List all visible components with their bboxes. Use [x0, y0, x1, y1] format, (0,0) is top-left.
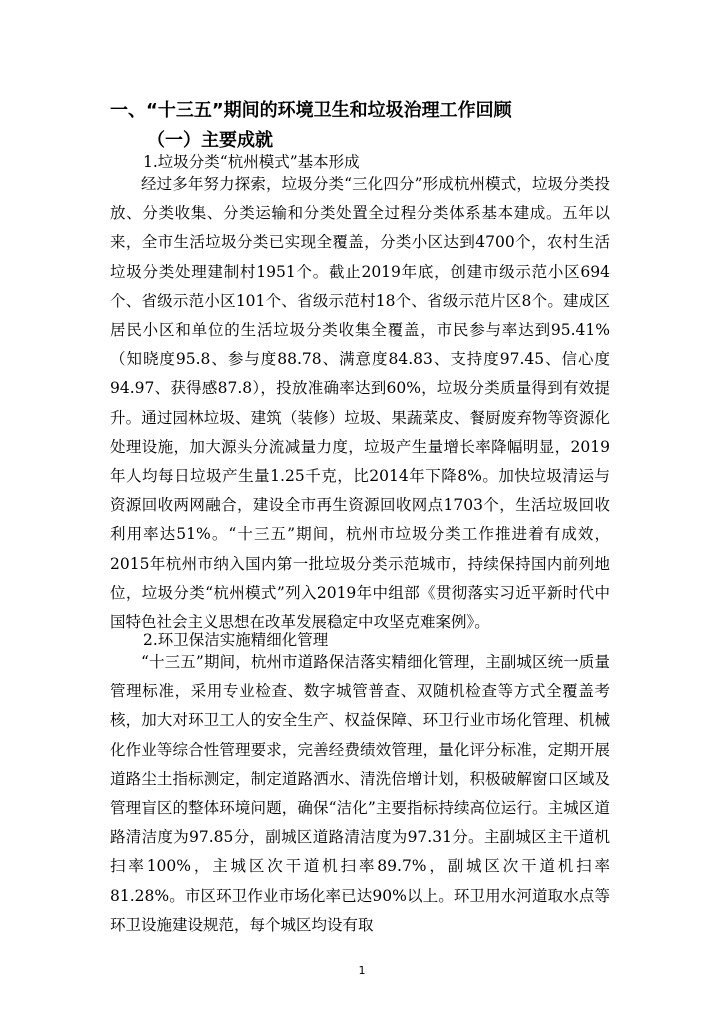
item2-title: 2.环卫保洁实施精细化管理: [143, 631, 329, 649]
page-number: 1: [358, 964, 366, 977]
item1-paragraph: 经过多年努力探索，垃圾分类“三化四分”形成杭州模式，垃圾分类投放、分类收集、分类运输和分类处置全过程分类体系基本建成。五年以来，全市生活垃圾分类已实现全覆盖，分类小区达到4700个，农村生活垃圾分类处理建制村1951个。截止2019年底，创建市级示范小区694个、省级示范小区101个、省级示范村18个、省级示范片区8个。建成区居民小区和单位的生活垃圾分类收集全覆盖，市民参与率达到95.41%（知晓度95.8、参与度88.78、满意度84.83、支持度97.45、信心度94.97、获得感87.8），投放准确率达到60%，垃圾分类质量得到有效提升。通过园林垃圾、建筑（装修）垃圾、果蔬菜皮、餐厨废弃物等资源化处理设施，加大源头分流减量力度，垃圾产生量增长率降幅明显，2019年人均每日垃圾产生量1.25千克，比2014年下降8%。加快垃圾清运与资源回收两网融合，建设全市再生资源回收网点1703个，生活垃圾回收利用率达51%。“十三五”期间，杭州市垃圾分类工作推进着有成效，2015年杭州市纳入国内第一批垃圾分类示范城市，持续保持国内前列地位，垃圾分类“杭州模式”列入2019年中组部《贯彻落实习近平新时代中国特色社会主义思想在改革发展稳定中攻坚克难案例》。: [110, 175, 610, 632]
section-title: 一、“十三五”期间的环境卫生和垃圾治理工作回顾: [110, 100, 512, 121]
item1-title: 1.垃圾分类“杭州模式”基本形成: [143, 153, 360, 171]
item2-paragraph: “十三五”期间，杭州市道路保洁落实精细化管理，主副城区统一质量管理标准，采用专业检查、数字城管普查、双随机检查等方式全覆盖考核，加大对环卫工人的安全生产、权益保障、环卫行业市场化管理、机械化作业等综合性管理要求，完善经费绩效管理，量化评分标准，定期开展道路尘土指标测定，制定道路洒水、清洗倍增计划，积极破解窗口区域及管理盲区的整体环境问题，确保“洁化”主要指标持续高位运行。主城区道路清洁度为97.85分，副城区道路清洁度为97.31分。主副城区主干道机扫率100%，主城区次干道机扫率89.7%，副城区次干道机扫率81.28%。市区环卫作业市场化率已达90%以上。环卫用水河道取水点等环卫设施建设规范，每个城区均设有取: [110, 653, 610, 934]
subsection-title: （一）主要成就: [147, 130, 273, 151]
